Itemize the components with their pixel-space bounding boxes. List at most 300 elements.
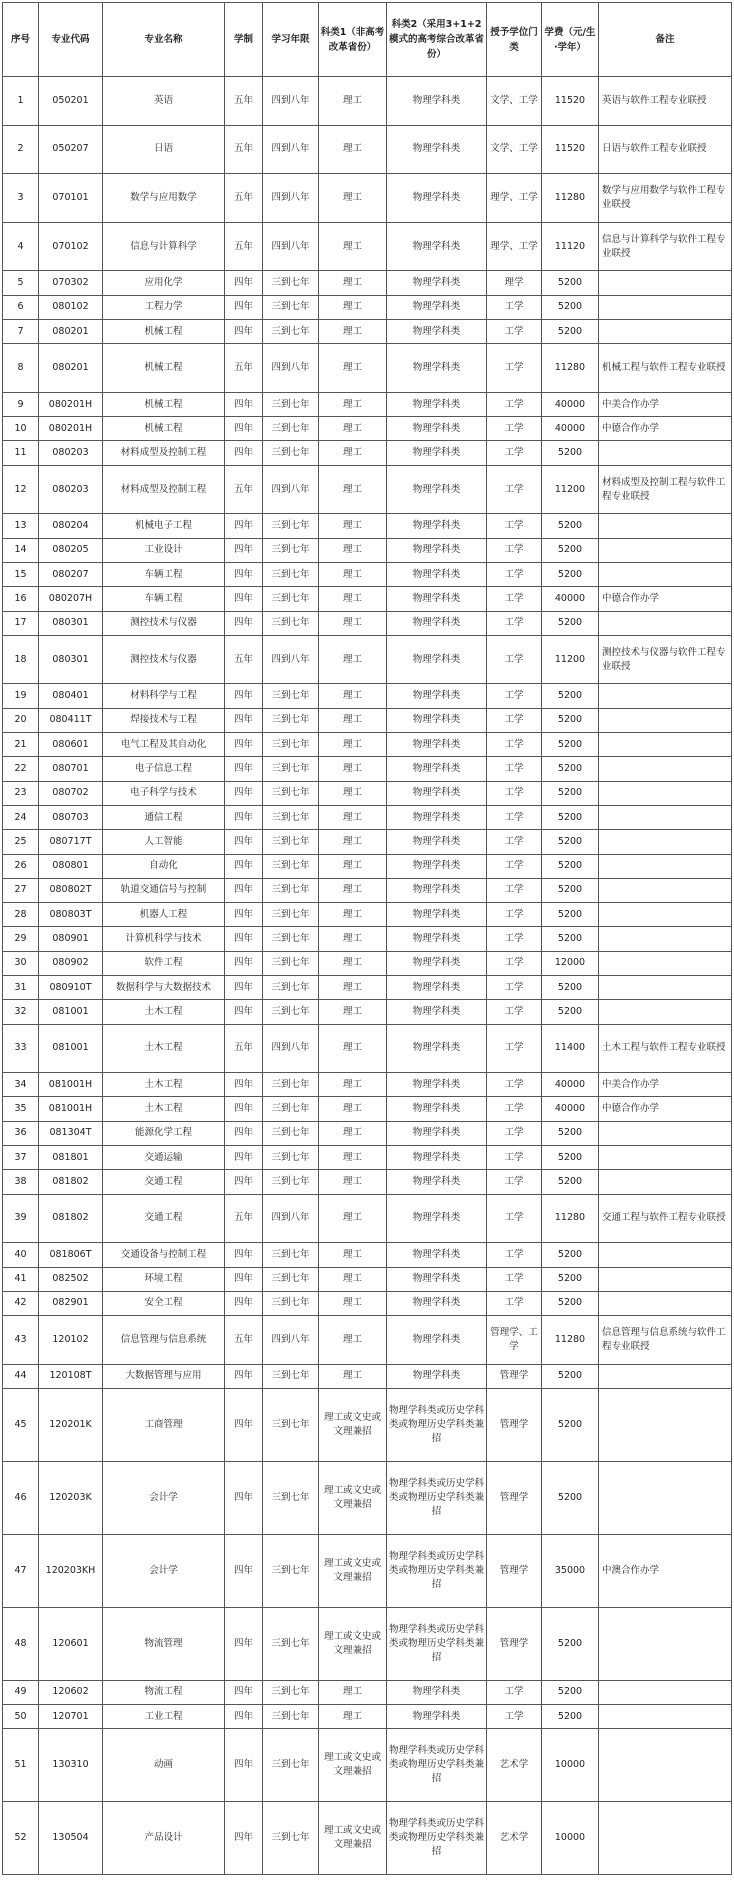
degree-type: 工学 [487, 344, 542, 393]
tuition-fee: 5200 [542, 878, 599, 902]
major-code: 080601 [39, 733, 103, 757]
tuition-fee: 5200 [542, 1291, 599, 1315]
tuition-fee: 5200 [542, 1267, 599, 1291]
remarks [599, 295, 732, 319]
remarks [599, 538, 732, 562]
major-code: 080201H [39, 417, 103, 441]
row-number: 29 [3, 927, 39, 951]
category-2: 物理学科类 [387, 684, 487, 708]
duration: 四年 [225, 1097, 263, 1121]
row-number: 7 [3, 319, 39, 343]
duration: 四年 [225, 757, 263, 781]
study-years: 三到七年 [263, 878, 319, 902]
major-name: 工商管理 [103, 1389, 225, 1462]
duration: 四年 [225, 878, 263, 902]
remarks: 中澳合作办学 [599, 1534, 732, 1607]
category-1: 理工 [319, 344, 387, 393]
major-code: 081001 [39, 1000, 103, 1024]
duration: 五年 [225, 174, 263, 223]
header-cell: 科类1（非高考改革省份） [319, 3, 387, 77]
row-number: 2 [3, 125, 39, 174]
category-1: 理工 [319, 1121, 387, 1145]
table-row [3, 975, 732, 999]
tuition-fee: 5200 [542, 805, 599, 829]
category-2: 物理学科类 [387, 1704, 487, 1728]
major-code: 080803T [39, 903, 103, 927]
major-name: 土木工程 [103, 1024, 225, 1073]
duration: 五年 [225, 465, 263, 514]
remarks: 日语与软件工程专业联授 [599, 125, 732, 174]
category-2: 物理学科类或历史学科类或物理历史学科类兼招 [387, 1607, 487, 1680]
duration: 四年 [225, 854, 263, 878]
remarks: 中美合作办学 [599, 1073, 732, 1097]
tuition-fee: 11120 [542, 222, 599, 271]
category-1: 理工或文史或文理兼招 [319, 1461, 387, 1534]
tuition-fee: 5200 [542, 1680, 599, 1704]
major-name: 信息管理与信息系统 [103, 1316, 225, 1365]
header-row [3, 3, 732, 77]
duration: 四年 [225, 538, 263, 562]
tuition-fee: 5200 [542, 733, 599, 757]
degree-type: 管理学 [487, 1607, 542, 1680]
major-code: 080201 [39, 319, 103, 343]
duration: 四年 [225, 684, 263, 708]
category-1: 理工 [319, 854, 387, 878]
remarks [599, 1680, 732, 1704]
study-years: 三到七年 [263, 441, 319, 465]
degree-type: 工学 [487, 903, 542, 927]
study-years: 三到七年 [263, 1121, 319, 1145]
row-number: 3 [3, 174, 39, 223]
category-2: 物理学科类 [387, 1680, 487, 1704]
remarks [599, 611, 732, 635]
category-2: 物理学科类 [387, 125, 487, 174]
remarks [599, 927, 732, 951]
major-code: 080204 [39, 514, 103, 538]
duration: 四年 [225, 951, 263, 975]
duration: 四年 [225, 1170, 263, 1194]
duration: 四年 [225, 1364, 263, 1388]
degree-type: 艺术学 [487, 1729, 542, 1802]
category-2: 物理学科类 [387, 1364, 487, 1388]
major-name: 焊接技术与工程 [103, 708, 225, 732]
study-years: 三到七年 [263, 1729, 319, 1802]
category-2: 物理学科类 [387, 781, 487, 805]
major-code: 070102 [39, 222, 103, 271]
category-2: 物理学科类或历史学科类或物理历史学科类兼招 [387, 1802, 487, 1875]
category-1: 理工 [319, 635, 387, 684]
category-2: 物理学科类 [387, 587, 487, 611]
major-code: 080205 [39, 538, 103, 562]
degree-type: 工学 [487, 854, 542, 878]
category-1: 理工 [319, 295, 387, 319]
major-code: 081801 [39, 1146, 103, 1170]
major-code: 082901 [39, 1291, 103, 1315]
degree-type: 工学 [487, 1097, 542, 1121]
study-years: 三到七年 [263, 1534, 319, 1607]
remarks: 材料成型及控制工程与软件工程专业联授 [599, 465, 732, 514]
degree-type: 工学 [487, 635, 542, 684]
major-code: 081001H [39, 1073, 103, 1097]
degree-type: 工学 [487, 951, 542, 975]
major-name: 土木工程 [103, 1073, 225, 1097]
category-2: 物理学科类 [387, 392, 487, 416]
table-row [3, 1316, 732, 1365]
tuition-fee: 5200 [542, 781, 599, 805]
duration: 四年 [225, 830, 263, 854]
row-number: 42 [3, 1291, 39, 1315]
table-row [3, 319, 732, 343]
table-row [3, 1267, 732, 1291]
table-row [3, 222, 732, 271]
tuition-fee: 5200 [542, 441, 599, 465]
study-years: 三到七年 [263, 1267, 319, 1291]
duration: 四年 [225, 805, 263, 829]
remarks [599, 1729, 732, 1802]
category-2: 物理学科类 [387, 805, 487, 829]
duration: 四年 [225, 271, 263, 295]
duration: 五年 [225, 1194, 263, 1243]
study-years: 四到八年 [263, 222, 319, 271]
row-number: 24 [3, 805, 39, 829]
duration: 四年 [225, 781, 263, 805]
row-number: 34 [3, 1073, 39, 1097]
degree-type: 工学 [487, 708, 542, 732]
category-1: 理工 [319, 1291, 387, 1315]
category-1: 理工 [319, 1704, 387, 1728]
row-number: 13 [3, 514, 39, 538]
header-cell: 序号 [3, 3, 39, 77]
major-name: 动画 [103, 1729, 225, 1802]
degree-type: 工学 [487, 1146, 542, 1170]
category-1: 理工 [319, 611, 387, 635]
duration: 五年 [225, 222, 263, 271]
remarks [599, 684, 732, 708]
major-name: 土木工程 [103, 1097, 225, 1121]
tuition-fee: 40000 [542, 392, 599, 416]
header-cell: 专业名称 [103, 3, 225, 77]
major-name: 产品设计 [103, 1802, 225, 1875]
category-1: 理工 [319, 514, 387, 538]
header-cell: 备注 [599, 3, 732, 77]
degree-type: 艺术学 [487, 1802, 542, 1875]
major-name: 机械工程 [103, 319, 225, 343]
degree-type: 工学 [487, 465, 542, 514]
category-2: 物理学科类 [387, 1097, 487, 1121]
major-code: 070101 [39, 174, 103, 223]
duration: 四年 [225, 1802, 263, 1875]
table-row [3, 830, 732, 854]
row-number: 23 [3, 781, 39, 805]
study-years: 三到七年 [263, 1097, 319, 1121]
major-code: 050207 [39, 125, 103, 174]
row-number: 25 [3, 830, 39, 854]
category-1: 理工 [319, 77, 387, 126]
study-years: 三到七年 [263, 1146, 319, 1170]
category-2: 物理学科类 [387, 441, 487, 465]
remarks: 中德合作办学 [599, 417, 732, 441]
study-years: 三到七年 [263, 684, 319, 708]
study-years: 三到七年 [263, 1802, 319, 1875]
tuition-fee: 10000 [542, 1729, 599, 1802]
degree-type: 工学 [487, 611, 542, 635]
row-number: 9 [3, 392, 39, 416]
study-years: 三到七年 [263, 805, 319, 829]
category-2: 物理学科类或历史学科类或物理历史学科类兼招 [387, 1461, 487, 1534]
degree-type: 工学 [487, 295, 542, 319]
table-row [3, 903, 732, 927]
table-row [3, 1534, 732, 1607]
remarks: 信息管理与信息系统与软件工程专业联授 [599, 1316, 732, 1365]
tuition-fee: 11280 [542, 174, 599, 223]
table-row [3, 635, 732, 684]
major-name: 机械工程 [103, 344, 225, 393]
study-years: 三到七年 [263, 1170, 319, 1194]
tuition-fee: 5200 [542, 975, 599, 999]
duration: 四年 [225, 903, 263, 927]
remarks: 数学与应用数学与软件工程专业联授 [599, 174, 732, 223]
tuition-fee: 40000 [542, 417, 599, 441]
row-number: 18 [3, 635, 39, 684]
table-row [3, 538, 732, 562]
remarks: 英语与软件工程专业联授 [599, 77, 732, 126]
category-1: 理工 [319, 1170, 387, 1194]
study-years: 三到七年 [263, 733, 319, 757]
category-1: 理工 [319, 1024, 387, 1073]
study-years: 三到七年 [263, 319, 319, 343]
category-2: 物理学科类 [387, 757, 487, 781]
major-code: 080411T [39, 708, 103, 732]
category-1: 理工 [319, 1073, 387, 1097]
degree-type: 工学 [487, 927, 542, 951]
degree-type: 工学 [487, 1024, 542, 1073]
header-cell: 学习年限 [263, 3, 319, 77]
row-number: 33 [3, 1024, 39, 1073]
table-row [3, 295, 732, 319]
study-years: 四到八年 [263, 174, 319, 223]
major-name: 机械工程 [103, 417, 225, 441]
study-years: 三到七年 [263, 1389, 319, 1462]
tuition-fee: 5200 [542, 1000, 599, 1024]
major-name: 自动化 [103, 854, 225, 878]
duration: 四年 [225, 733, 263, 757]
category-1: 理工 [319, 417, 387, 441]
major-name: 物流管理 [103, 1607, 225, 1680]
major-name: 工业设计 [103, 538, 225, 562]
category-1: 理工 [319, 708, 387, 732]
remarks [599, 1461, 732, 1534]
major-code: 130310 [39, 1729, 103, 1802]
major-code: 070302 [39, 271, 103, 295]
row-number: 46 [3, 1461, 39, 1534]
header-cell: 授予学位门类 [487, 3, 542, 77]
duration: 四年 [225, 1121, 263, 1145]
duration: 五年 [225, 77, 263, 126]
row-number: 20 [3, 708, 39, 732]
remarks [599, 1121, 732, 1145]
category-2: 物理学科类 [387, 733, 487, 757]
remarks [599, 878, 732, 902]
study-years: 四到八年 [263, 1316, 319, 1365]
major-code: 080203 [39, 465, 103, 514]
header-cell: 学制 [225, 3, 263, 77]
duration: 四年 [225, 1607, 263, 1680]
study-years: 三到七年 [263, 1291, 319, 1315]
major-code: 080201 [39, 344, 103, 393]
major-name: 交通运输 [103, 1146, 225, 1170]
study-years: 三到七年 [263, 830, 319, 854]
major-name: 材料科学与工程 [103, 684, 225, 708]
remarks [599, 1243, 732, 1267]
remarks: 土木工程与软件工程专业联授 [599, 1024, 732, 1073]
table-row [3, 1121, 732, 1145]
study-years: 三到七年 [263, 417, 319, 441]
degree-type: 工学 [487, 1243, 542, 1267]
table-row [3, 878, 732, 902]
degree-type: 工学 [487, 684, 542, 708]
major-name: 车辆工程 [103, 587, 225, 611]
table-row [3, 781, 732, 805]
study-years: 三到七年 [263, 757, 319, 781]
tuition-fee: 5200 [542, 271, 599, 295]
tuition-fee: 5200 [542, 903, 599, 927]
category-2: 物理学科类 [387, 562, 487, 586]
remarks [599, 830, 732, 854]
duration: 四年 [225, 1267, 263, 1291]
tuition-fee: 11280 [542, 1316, 599, 1365]
row-number: 47 [3, 1534, 39, 1607]
study-years: 三到七年 [263, 1680, 319, 1704]
table-row [3, 514, 732, 538]
degree-type: 工学 [487, 1704, 542, 1728]
category-2: 物理学科类 [387, 514, 487, 538]
study-years: 三到七年 [263, 514, 319, 538]
study-years: 四到八年 [263, 465, 319, 514]
row-number: 38 [3, 1170, 39, 1194]
category-1: 理工 [319, 562, 387, 586]
remarks: 信息与计算科学与软件工程专业联授 [599, 222, 732, 271]
remarks [599, 1364, 732, 1388]
degree-type: 文学、工学 [487, 77, 542, 126]
category-1: 理工 [319, 174, 387, 223]
remarks [599, 319, 732, 343]
category-1: 理工 [319, 1000, 387, 1024]
row-number: 49 [3, 1680, 39, 1704]
major-name: 大数据管理与应用 [103, 1364, 225, 1388]
major-name: 数学与应用数学 [103, 174, 225, 223]
tuition-fee: 5200 [542, 1146, 599, 1170]
major-name: 物流工程 [103, 1680, 225, 1704]
duration: 四年 [225, 975, 263, 999]
major-code: 120203K [39, 1461, 103, 1534]
table-row [3, 125, 732, 174]
degree-type: 工学 [487, 805, 542, 829]
category-1: 理工 [319, 222, 387, 271]
category-2: 物理学科类 [387, 975, 487, 999]
remarks [599, 708, 732, 732]
duration: 四年 [225, 1534, 263, 1607]
degree-type: 工学 [487, 1267, 542, 1291]
table-row [3, 1097, 732, 1121]
study-years: 三到七年 [263, 295, 319, 319]
major-code: 082502 [39, 1267, 103, 1291]
category-1: 理工 [319, 1146, 387, 1170]
category-2: 物理学科类或历史学科类或物理历史学科类兼招 [387, 1729, 487, 1802]
major-code: 080801 [39, 854, 103, 878]
major-name: 数据科学与大数据技术 [103, 975, 225, 999]
major-name: 工业工程 [103, 1704, 225, 1728]
category-1: 理工 [319, 781, 387, 805]
study-years: 三到七年 [263, 587, 319, 611]
degree-type: 工学 [487, 441, 542, 465]
study-years: 三到七年 [263, 975, 319, 999]
category-1: 理工 [319, 1097, 387, 1121]
tuition-fee: 5200 [542, 1121, 599, 1145]
remarks: 中德合作办学 [599, 587, 732, 611]
row-number: 37 [3, 1146, 39, 1170]
major-name: 机器人工程 [103, 903, 225, 927]
row-number: 28 [3, 903, 39, 927]
category-1: 理工 [319, 684, 387, 708]
duration: 四年 [225, 1389, 263, 1462]
duration: 四年 [225, 514, 263, 538]
category-1: 理工 [319, 271, 387, 295]
major-code: 080902 [39, 951, 103, 975]
tuition-fee: 5200 [542, 830, 599, 854]
degree-type: 工学 [487, 538, 542, 562]
category-1: 理工 [319, 465, 387, 514]
row-number: 44 [3, 1364, 39, 1388]
tuition-fee: 5200 [542, 1364, 599, 1388]
degree-type: 工学 [487, 1073, 542, 1097]
major-code: 120602 [39, 1680, 103, 1704]
study-years: 四到八年 [263, 1194, 319, 1243]
category-1: 理工 [319, 1267, 387, 1291]
row-number: 21 [3, 733, 39, 757]
row-number: 6 [3, 295, 39, 319]
degree-type: 管理学 [487, 1389, 542, 1462]
major-name: 会计学 [103, 1461, 225, 1534]
row-number: 19 [3, 684, 39, 708]
study-years: 三到七年 [263, 951, 319, 975]
category-2: 物理学科类 [387, 635, 487, 684]
major-name: 电气工程及其自动化 [103, 733, 225, 757]
tuition-fee: 11280 [542, 1194, 599, 1243]
table-row [3, 1000, 732, 1024]
table-row [3, 344, 732, 393]
major-name: 机械工程 [103, 392, 225, 416]
major-code: 080901 [39, 927, 103, 951]
category-2: 物理学科类 [387, 319, 487, 343]
category-2: 物理学科类 [387, 295, 487, 319]
tuition-fee: 5200 [542, 562, 599, 586]
row-number: 39 [3, 1194, 39, 1243]
category-2: 物理学科类 [387, 1267, 487, 1291]
major-name: 工程力学 [103, 295, 225, 319]
category-2: 物理学科类 [387, 1194, 487, 1243]
table-row [3, 684, 732, 708]
table-row [3, 1024, 732, 1073]
category-1: 理工 [319, 1194, 387, 1243]
degree-type: 工学 [487, 1194, 542, 1243]
degree-type: 工学 [487, 975, 542, 999]
major-code: 081802 [39, 1170, 103, 1194]
table-row [3, 1146, 732, 1170]
degree-type: 工学 [487, 733, 542, 757]
major-code: 120108T [39, 1364, 103, 1388]
category-2: 物理学科类 [387, 1170, 487, 1194]
table-row [3, 1729, 732, 1802]
